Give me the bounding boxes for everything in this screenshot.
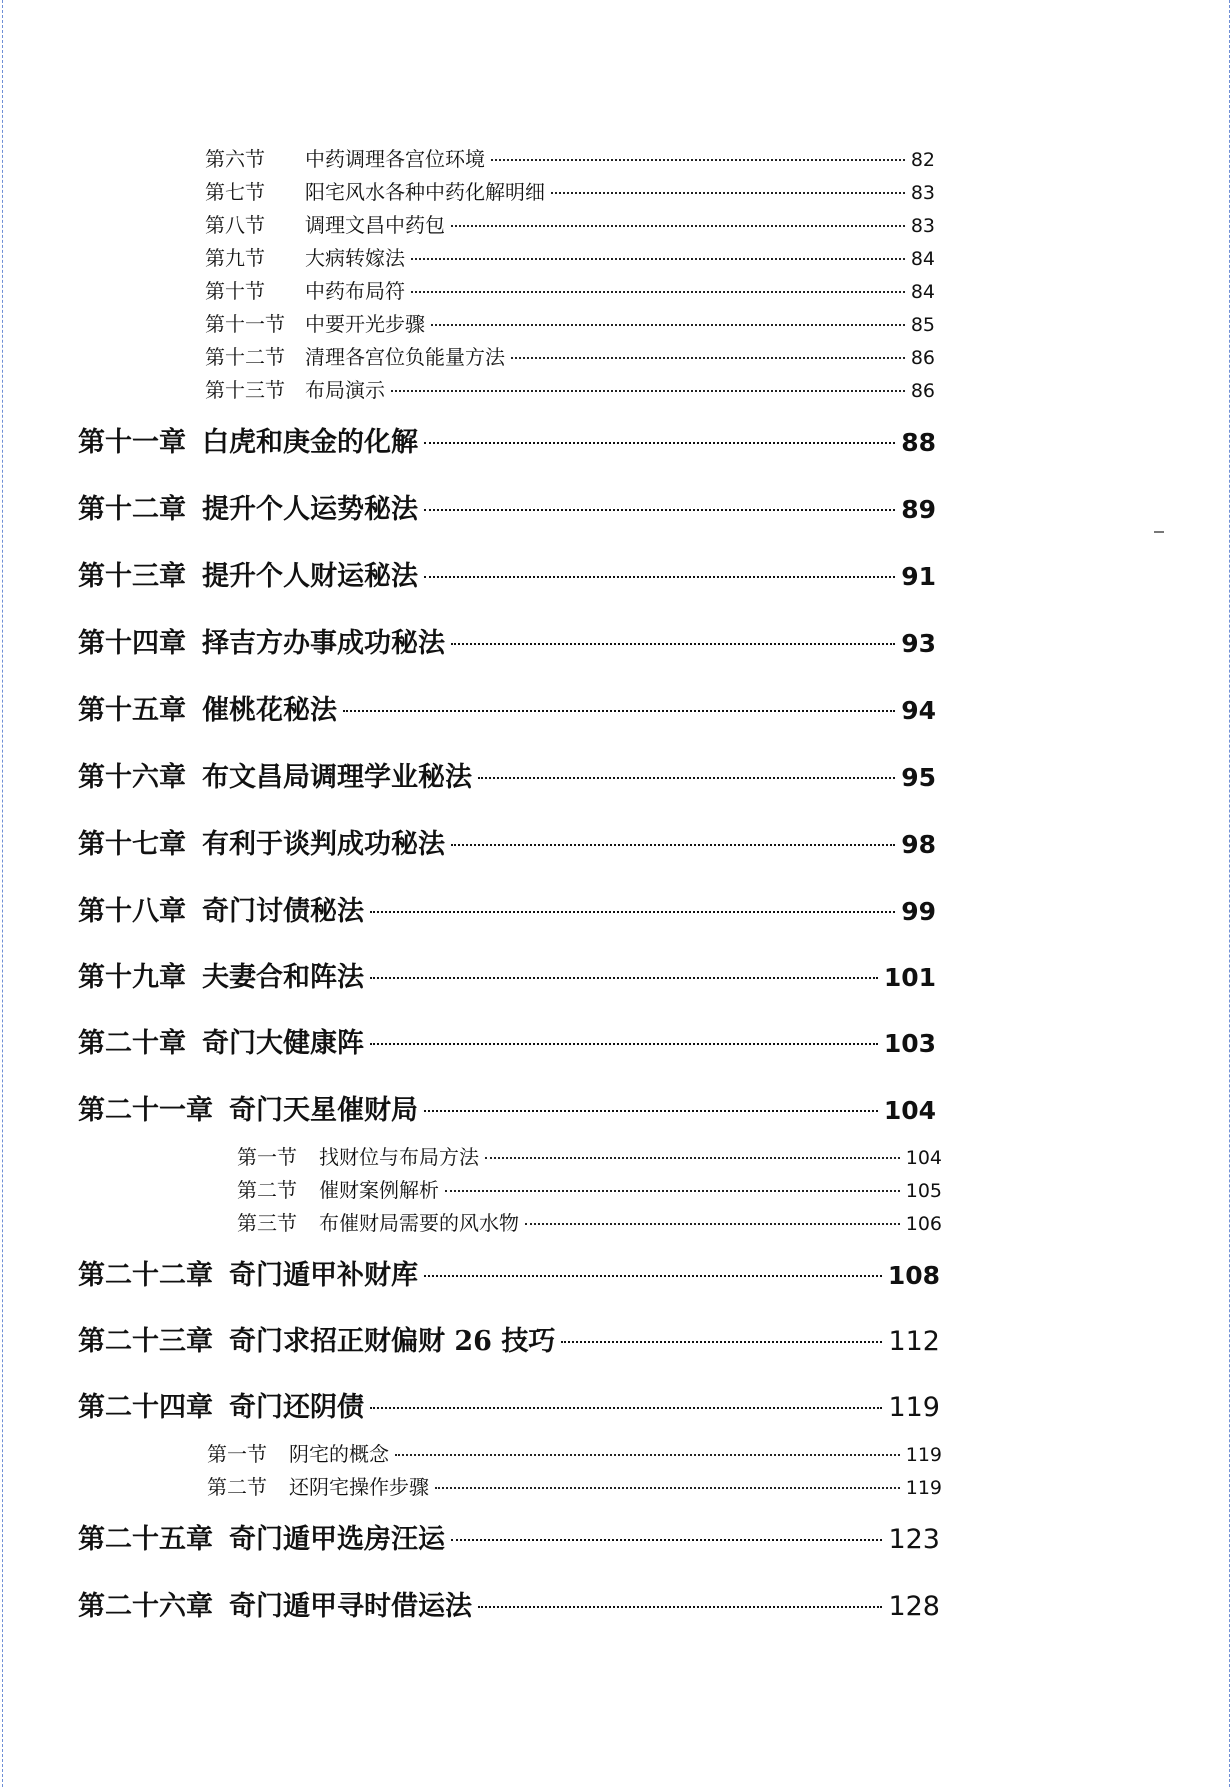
leader-dots (424, 1110, 878, 1112)
toc-chapter[interactable] (78, 1584, 940, 1624)
section-number: 第十二节 (205, 345, 285, 369)
toc-section[interactable] (205, 374, 935, 404)
leader-dots (511, 357, 905, 359)
chapter-title: 奇门求招正财偏财 26 技巧 (229, 1326, 556, 1357)
chapter-number: 第二十二章 (78, 1260, 213, 1291)
chapter-title: 奇门遁甲寻时借运法 (229, 1591, 472, 1622)
leader-dots (424, 442, 895, 444)
toc-chapter[interactable] (78, 621, 936, 661)
chapter-number: 第二十六章 (78, 1591, 213, 1622)
leader-dots (451, 844, 895, 846)
chapter-number: 第十四章 (78, 628, 186, 659)
leader-dots (411, 291, 905, 293)
section-title: 中要开光步骤 (305, 312, 425, 336)
page-number: 104 (883, 1096, 936, 1125)
toc-section[interactable] (237, 1207, 942, 1237)
page-number: 123 (888, 1524, 940, 1555)
leader-dots (445, 1190, 900, 1192)
page-number: 104 (905, 1147, 942, 1169)
section-title: 阳宅风水各种中药化解明细 (305, 180, 545, 204)
page-number: 105 (905, 1180, 942, 1202)
section-number: 第三节 (237, 1211, 297, 1235)
leader-dots (451, 643, 895, 645)
toc-section[interactable] (205, 209, 935, 239)
toc-section[interactable] (207, 1438, 942, 1468)
chapter-title: 奇门遁甲选房汪运 (229, 1524, 445, 1555)
section-title: 布催财局需要的风水物 (319, 1211, 519, 1235)
leader-dots (451, 225, 905, 227)
leader-dots (478, 777, 895, 779)
leader-dots (424, 1275, 882, 1277)
toc-section[interactable] (207, 1471, 942, 1501)
section-title: 中药调理各宫位环境 (305, 147, 485, 171)
toc-chapter[interactable] (78, 487, 936, 527)
section-title: 催财案例解析 (319, 1178, 439, 1202)
chapter-title: 奇门天星催财局 (229, 1095, 418, 1126)
section-number: 第九节 (205, 246, 265, 270)
page-number: 106 (905, 1213, 942, 1235)
page-number: 95 (901, 763, 936, 792)
section-title: 阴宅的概念 (289, 1442, 389, 1466)
section-title: 布局演示 (305, 378, 385, 402)
section-title: 还阴宅操作步骤 (289, 1475, 429, 1499)
chapter-title: 有利于谈判成功秘法 (202, 829, 445, 860)
chapter-number: 第十五章 (78, 695, 186, 726)
chapter-number: 第二十五章 (78, 1524, 213, 1555)
page-border-left (2, 0, 3, 1787)
toc-section[interactable] (237, 1174, 942, 1204)
toc-chapter[interactable] (78, 1253, 940, 1293)
toc-section[interactable] (205, 242, 935, 272)
leader-dots (411, 258, 905, 260)
page-number: 103 (883, 1029, 936, 1058)
chapter-title: 白虎和庚金的化解 (202, 427, 418, 458)
leader-dots (370, 977, 878, 979)
toc-chapter[interactable] (78, 688, 936, 728)
chapter-title: 催桃花秘法 (202, 695, 337, 726)
page-number: 119 (888, 1392, 940, 1423)
chapter-number: 第十一章 (78, 427, 186, 458)
chapter-title: 奇门遁甲补财库 (229, 1260, 418, 1291)
page-number: 119 (905, 1444, 942, 1466)
scan-mark (1154, 531, 1164, 533)
chapter-number: 第二十一章 (78, 1095, 213, 1126)
toc-section[interactable] (205, 341, 935, 371)
section-number: 第十一节 (205, 312, 285, 336)
page-number: 101 (883, 963, 936, 992)
leader-dots (551, 192, 905, 194)
section-number: 第一节 (207, 1442, 267, 1466)
chapter-number: 第十八章 (78, 896, 186, 927)
page-number: 85 (910, 314, 935, 336)
leader-dots (525, 1223, 900, 1225)
section-number: 第二节 (207, 1475, 267, 1499)
page-number: 99 (901, 897, 936, 926)
section-number: 第二节 (237, 1178, 297, 1202)
page-number: 94 (901, 696, 936, 725)
page-number: 88 (901, 428, 936, 457)
section-title: 清理各宫位负能量方法 (305, 345, 505, 369)
section-number: 第八节 (205, 213, 265, 237)
toc-section[interactable] (205, 176, 935, 206)
page-number: 119 (905, 1477, 942, 1499)
page-number: 83 (910, 182, 935, 204)
section-title: 找财位与布局方法 (319, 1145, 479, 1169)
page-number: 86 (910, 347, 935, 369)
page-number: 98 (901, 830, 936, 859)
chapter-title: 择吉方办事成功秘法 (202, 628, 445, 659)
section-title: 大病转嫁法 (305, 246, 405, 270)
chapter-title: 夫妻合和阵法 (202, 962, 364, 993)
leader-dots (370, 911, 895, 913)
chapter-number: 第十三章 (78, 561, 186, 592)
toc-section[interactable] (205, 308, 935, 338)
page-border-right (1229, 0, 1230, 1787)
chapter-title: 奇门大健康阵 (202, 1028, 364, 1059)
section-number: 第十三节 (205, 378, 285, 402)
chapter-title: 提升个人运势秘法 (202, 494, 418, 525)
page-number: 91 (901, 562, 936, 591)
page-number: 108 (887, 1261, 940, 1290)
toc-chapter[interactable] (78, 420, 936, 460)
toc-chapter[interactable] (78, 1021, 936, 1061)
chapter-number: 第二十章 (78, 1028, 186, 1059)
chapter-title: 奇门讨债秘法 (202, 896, 364, 927)
chapter-number: 第二十三章 (78, 1326, 213, 1357)
section-number: 第十节 (205, 279, 265, 303)
leader-dots (391, 390, 905, 392)
leader-dots (424, 576, 895, 578)
toc-chapter[interactable] (78, 554, 936, 594)
leader-dots (491, 159, 905, 161)
leader-dots (478, 1606, 882, 1608)
section-title: 调理文昌中药包 (305, 213, 445, 237)
chapter-number: 第十二章 (78, 494, 186, 525)
page-number: 84 (910, 281, 935, 303)
chapter-title: 布文昌局调理学业秘法 (202, 762, 472, 793)
leader-dots (561, 1341, 882, 1343)
leader-dots (451, 1539, 882, 1541)
chapter-number: 第二十四章 (78, 1392, 213, 1423)
leader-dots (343, 710, 895, 712)
section-number: 第一节 (237, 1145, 297, 1169)
leader-dots (485, 1157, 900, 1159)
leader-dots (395, 1454, 900, 1456)
toc-section[interactable] (237, 1141, 942, 1171)
toc-chapter[interactable] (78, 889, 936, 929)
page-number: 83 (910, 215, 935, 237)
toc-chapter[interactable] (78, 1385, 940, 1425)
page-number: 112 (888, 1326, 940, 1357)
section-title: 中药布局符 (305, 279, 405, 303)
page-number: 93 (901, 629, 936, 658)
chapter-number: 第十七章 (78, 829, 186, 860)
chapter-title: 奇门还阴债 (229, 1392, 364, 1423)
page-number: 128 (888, 1591, 940, 1622)
section-number: 第六节 (205, 147, 265, 171)
page-number: 89 (901, 495, 936, 524)
toc-chapter[interactable] (78, 1517, 940, 1557)
toc-chapter[interactable] (78, 955, 936, 995)
toc-section[interactable] (205, 275, 935, 305)
leader-dots (435, 1487, 900, 1489)
page-number: 86 (910, 380, 935, 402)
leader-dots (370, 1043, 878, 1045)
page-number: 84 (910, 248, 935, 270)
page-number: 82 (910, 149, 935, 171)
chapter-title: 提升个人财运秘法 (202, 561, 418, 592)
toc-chapter[interactable] (78, 1319, 940, 1359)
toc-section[interactable] (205, 143, 935, 173)
leader-dots (424, 509, 895, 511)
leader-dots (370, 1407, 882, 1409)
section-number: 第七节 (205, 180, 265, 204)
chapter-number: 第十六章 (78, 762, 186, 793)
toc-chapter[interactable] (78, 755, 936, 795)
chapter-number: 第十九章 (78, 962, 186, 993)
toc-chapter[interactable] (78, 822, 936, 862)
toc-chapter[interactable] (78, 1088, 936, 1128)
leader-dots (431, 324, 905, 326)
